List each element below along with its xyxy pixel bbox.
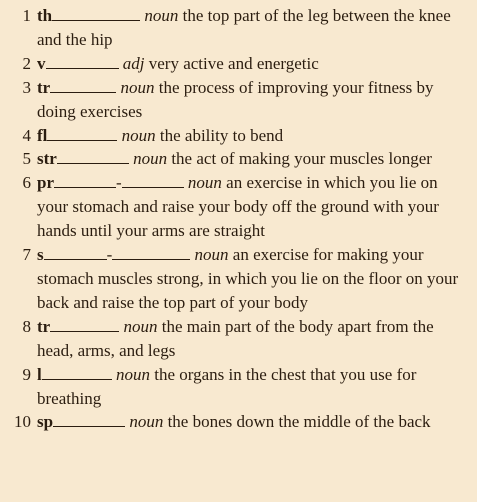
definition-text: very active and energetic <box>148 53 319 73</box>
part-of-speech: noun <box>123 316 158 336</box>
definition-text: the process of improving your fitness by doing exercises <box>37 77 434 121</box>
entry-10 <box>6 410 469 434</box>
answer-blank[interactable] <box>50 316 119 332</box>
definition-text: the act of making your muscles longer <box>171 149 432 169</box>
answer-blank[interactable] <box>44 244 107 260</box>
definition-text: the top part of the leg between the knee and the hip <box>37 6 451 49</box>
entry-number: 2 <box>22 53 31 73</box>
part-of-speech: noun <box>120 77 155 97</box>
entry-8 <box>6 315 469 363</box>
word-prefix: v <box>37 53 46 73</box>
answer-blank[interactable] <box>54 172 116 188</box>
part-of-speech: noun <box>121 125 156 145</box>
word-prefix: tr <box>37 77 51 97</box>
entry-number: 6 <box>22 173 31 193</box>
entry-7 <box>6 243 469 315</box>
entry-6 <box>6 171 469 243</box>
definition-text: an exercise for making your stomach muscles strong, in which you lie on the floor on your back and raise the top part of your body <box>37 245 459 312</box>
hyphen: - <box>116 173 122 193</box>
answer-blank[interactable] <box>52 5 140 21</box>
answer-blank[interactable] <box>46 53 119 69</box>
word-prefix: th <box>37 6 53 25</box>
entry-number: 9 <box>22 364 31 384</box>
answer-blank[interactable] <box>47 125 117 141</box>
entry-1 <box>6 4 469 52</box>
part-of-speech: noun <box>129 412 164 432</box>
definition-text: the ability to bend <box>159 125 284 145</box>
answer-blank[interactable] <box>112 244 190 260</box>
hyphen: - <box>106 245 113 265</box>
entry-number: 1 <box>22 6 31 25</box>
entry-number: 5 <box>22 149 31 169</box>
entry-9 <box>6 363 469 411</box>
part-of-speech: noun <box>144 6 179 25</box>
definition-text: the main part of the body apart from the head, arms, and legs <box>37 316 434 360</box>
word-prefix: pr <box>37 173 54 193</box>
entry-number: 7 <box>22 245 31 265</box>
part-of-speech: noun <box>133 149 168 169</box>
entry-5 <box>6 147 469 171</box>
entry-number: 8 <box>22 316 31 336</box>
entry-number: 4 <box>22 125 31 145</box>
part-of-speech: noun <box>115 364 150 384</box>
definition-text: the bones down the middle of the back <box>167 412 431 432</box>
answer-blank[interactable] <box>57 148 129 164</box>
part-of-speech: noun <box>187 173 222 193</box>
entry-4 <box>6 124 469 148</box>
definition-text: an exercise in which you lie on your stomach and raise your body off the ground with your hands until your arms are straight <box>37 173 439 241</box>
answer-blank[interactable] <box>50 77 116 93</box>
entry-3 <box>6 76 469 124</box>
word-prefix: l <box>37 364 42 384</box>
answer-blank[interactable] <box>42 364 112 380</box>
answer-blank[interactable] <box>53 411 125 427</box>
entry-number: 10 <box>14 412 31 432</box>
entry-number: 3 <box>22 77 31 97</box>
part-of-speech: adj <box>122 53 145 73</box>
word-prefix: sp <box>37 412 54 432</box>
answer-blank[interactable] <box>122 172 184 188</box>
entry-2 <box>6 52 469 76</box>
word-prefix: s <box>37 245 44 265</box>
entries-container <box>6 4 469 434</box>
word-prefix: tr <box>37 316 51 336</box>
part-of-speech: noun <box>194 245 229 265</box>
definition-text: the organs in the chest that you use for breathing <box>37 364 417 408</box>
word-prefix: str <box>37 149 57 169</box>
word-prefix: fl <box>37 125 48 145</box>
